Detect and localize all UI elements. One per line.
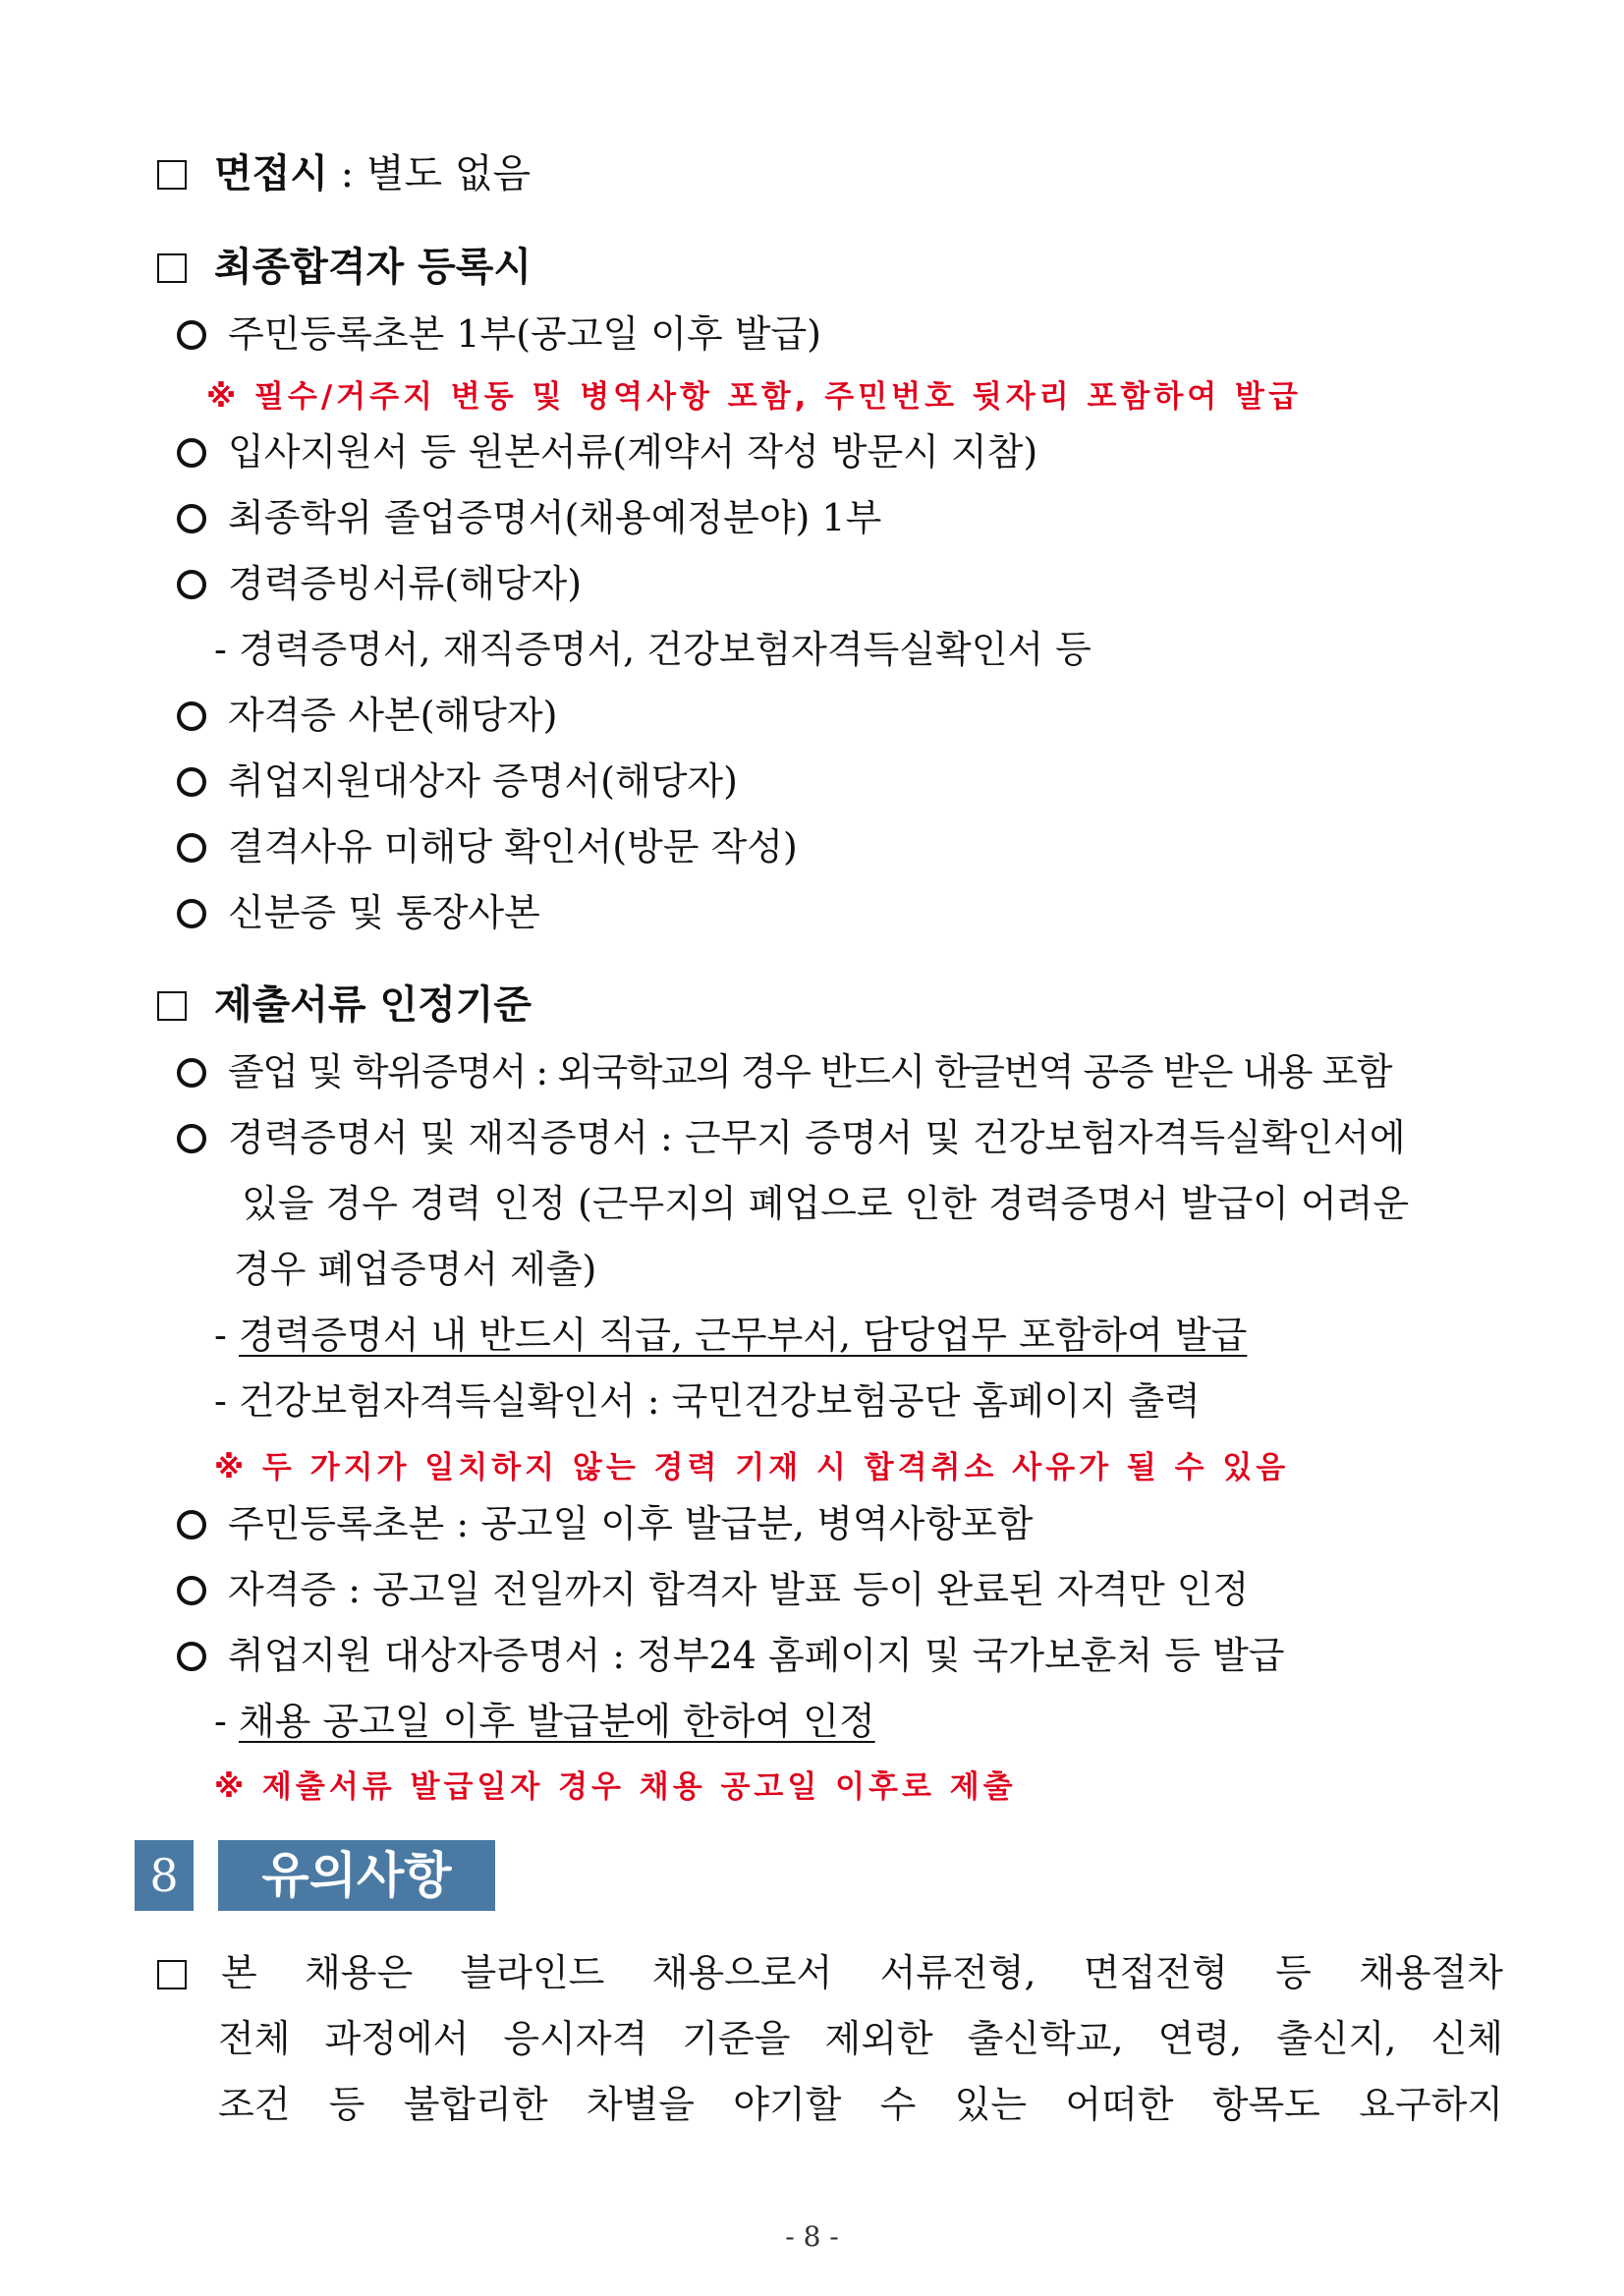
word: 항목도 (1211, 2083, 1320, 2126)
heading-interview-rest: 별도 없음 (365, 151, 532, 196)
red-note: ※ 제출서류 발급일자 경우 채용 공고일 이후로 제출 (214, 1769, 1017, 1805)
word: 어떠한 (1065, 2083, 1174, 2126)
circle-bullet-icon (177, 504, 206, 533)
checkbox-square-icon (157, 991, 187, 1021)
checkbox-square-icon (157, 1960, 187, 1989)
list-item-text: 경력증빙서류(해당자) (228, 562, 583, 605)
list-item-text: 취업지원 대상자증명서 : 정부24 홈페이지 및 국가보훈처 등 발급 (228, 1634, 1285, 1677)
list-item (177, 889, 540, 936)
word: 신체 (1430, 2017, 1503, 2060)
sub-item (214, 1698, 875, 1745)
list-item (177, 1500, 1033, 1547)
circle-bullet-icon (177, 570, 206, 599)
list-item (177, 310, 821, 358)
word: 채용은 (305, 1951, 414, 1994)
list-item (177, 494, 881, 541)
word: 등 (1275, 1951, 1312, 1994)
paragraph-line-3 (218, 2081, 1503, 2128)
word: 불합리한 (403, 2083, 548, 2126)
sub-item: - 건강보험자격득실확인서 : 국민건강보험공단 홈페이지 출력 (214, 1379, 1201, 1423)
sub-item: - 경력증명서, 재직증명서, 건강보험자격득실확인서 등 (214, 628, 1092, 671)
heading-final-registration (157, 244, 532, 291)
list-item-text: 최종학위 졸업증명서(채용예정분야) 1부 (228, 496, 882, 539)
heading-final-registration-title: 최종합격자 등록시 (214, 245, 532, 290)
list-item-text: 자격증 사본(해당자) (228, 694, 558, 737)
word: 조건 (218, 2083, 291, 2126)
word: 등 (328, 2083, 365, 2126)
circle-bullet-icon (177, 1642, 206, 1671)
word: 블라인드 (460, 1951, 605, 1994)
circle-bullet-icon (177, 1124, 206, 1153)
circle-bullet-icon (177, 899, 206, 928)
circle-bullet-icon (177, 438, 206, 468)
word: 차별을 (586, 2083, 695, 2126)
underlined-text: 채용 공고일 이후 발급분에 한하여 인정 (238, 1700, 875, 1743)
word: 면접전형 (1083, 1951, 1228, 1994)
red-note: ※ 필수/거주지 변동 및 병역사항 포함, 주민번호 뒷자리 포함하여 발급 (206, 379, 1302, 415)
list-item-text: 주민등록초본 1부(공고일 이후 발급) (228, 312, 821, 356)
heading-document-criteria (157, 981, 532, 1029)
list-item (177, 1048, 1391, 1095)
word: 기준을 (682, 2017, 791, 2060)
list-item-text: 주민등록초본 : 공고일 이후 발급분, 병역사항포함 (228, 1502, 1034, 1545)
circle-bullet-icon (177, 1576, 206, 1605)
sub-item (214, 1312, 1247, 1359)
word: 출신지, (1276, 2017, 1397, 2060)
word: 과정에서 (324, 2017, 470, 2060)
word: 출신학교, (967, 2017, 1124, 2060)
word: 응시자격 (503, 2017, 648, 2060)
list-item-text: 결격사유 미해당 확인서(방문 작성) (228, 825, 798, 868)
paragraph-line-1 (221, 1949, 1503, 1996)
list-item-text: 경력증명서 및 재직증명서 : 근무지 증명서 및 건강보험자격득실확인서에 (228, 1116, 1406, 1159)
list-item-text: 졸업 및 학위증명서 : 외국학교의 경우 반드시 한글번역 공증 받은 내용 포함 (228, 1050, 1391, 1093)
list-item-text: 신분증 및 통장사본 (228, 891, 540, 934)
word: 제외한 (824, 2017, 933, 2060)
dash: - (214, 1314, 239, 1357)
word: 채용절차 (1359, 1951, 1503, 1994)
list-item (177, 428, 1037, 476)
word: 연령, (1157, 2017, 1243, 2060)
circle-bullet-icon (177, 767, 206, 797)
heading-interview-title: 면접시 (214, 151, 328, 196)
list-item (177, 823, 798, 870)
word: 서류전형, (879, 1951, 1036, 1994)
list-item (177, 1114, 1406, 1161)
checkbox-square-icon (157, 160, 187, 190)
circle-bullet-icon (177, 320, 206, 350)
circle-bullet-icon (177, 1058, 206, 1088)
list-item-continuation: 있을 경우 경력 인정 (근무지의 폐업으로 인한 경력증명서 발급이 어려운 (242, 1182, 1410, 1225)
underlined-text: 경력증명서 내 반드시 직급, 근무부서, 담당업무 포함하여 발급 (238, 1314, 1248, 1357)
checkbox-square-icon (157, 253, 187, 283)
word: 있는 (954, 2083, 1028, 2126)
paragraph-line-2 (218, 2015, 1503, 2062)
dash: - (214, 1700, 239, 1743)
list-item (177, 1566, 1249, 1613)
list-item-continuation: 경우 폐업증명서 제출) (234, 1248, 597, 1291)
word: 본 (221, 1951, 257, 1994)
list-item-text: 취업지원대상자 증명서(해당자) (228, 759, 738, 803)
circle-bullet-icon (177, 701, 206, 731)
list-item-text: 입사지원서 등 원본서류(계약서 작성 방문시 지참) (228, 430, 1038, 474)
word: 채용으로서 (651, 1951, 833, 1994)
circle-bullet-icon (177, 833, 206, 863)
heading-interview-sep: : (327, 151, 366, 196)
page-number: - 8 - (785, 2220, 839, 2253)
heading-document-criteria-title: 제출서류 인정기준 (214, 982, 532, 1028)
list-item (177, 560, 582, 607)
list-item-text: 자격증 : 공고일 전일까지 합격자 발표 등이 완료된 자격만 인정 (228, 1568, 1250, 1611)
word: 야기할 (733, 2083, 842, 2126)
red-note: ※ 두 가지가 일치하지 않는 경력 기재 시 합격취소 사유가 될 수 있음 (214, 1450, 1290, 1485)
list-item (177, 757, 738, 805)
list-item (177, 692, 557, 739)
circle-bullet-icon (177, 1510, 206, 1540)
section-title: 유의사항 (218, 1840, 495, 1911)
list-item (177, 1632, 1285, 1679)
word: 수 (879, 2083, 917, 2126)
word: 요구하지 (1359, 2083, 1503, 2126)
word: 전체 (218, 2017, 291, 2060)
section-number: 8 (135, 1840, 194, 1911)
heading-interview (157, 150, 531, 197)
